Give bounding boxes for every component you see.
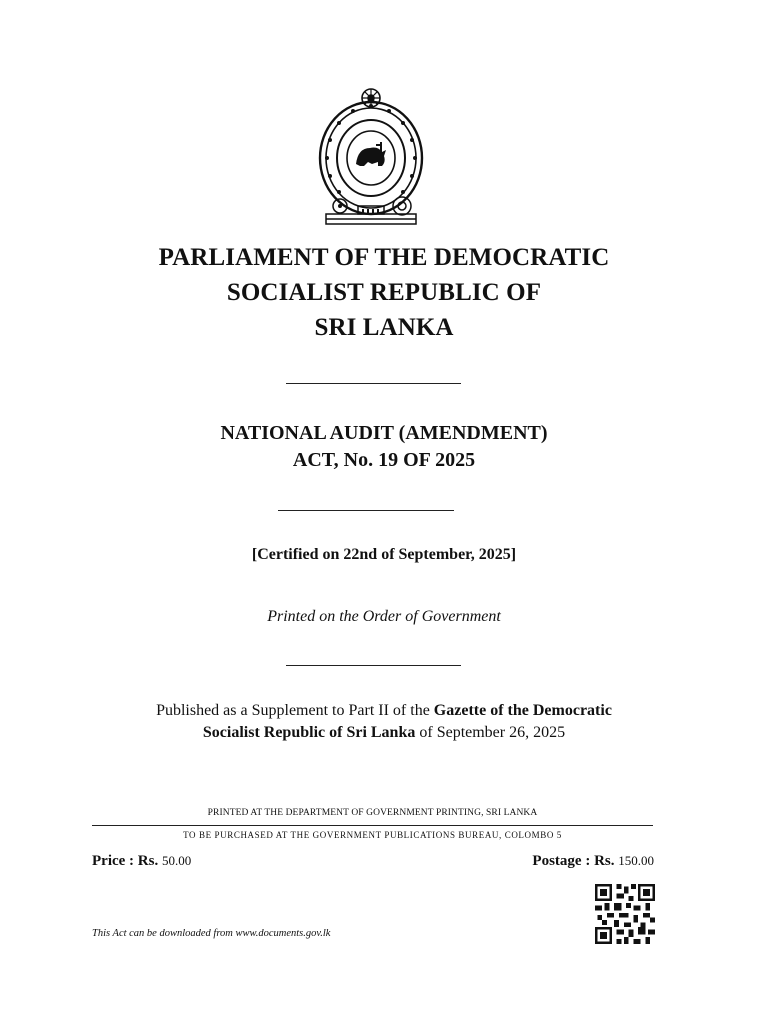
divider-1 [286, 383, 461, 384]
postage [532, 853, 654, 870]
printed-on-order: Printed on the Order of Government [267, 608, 501, 625]
act-title [0, 420, 768, 474]
certified-date: [Certified on 22nd of September, 2025] [251, 546, 517, 563]
footer-divider [92, 825, 653, 826]
divider-2 [278, 510, 454, 511]
published-prefix: Published as a Supplement to Part II of the [156, 702, 434, 719]
download-note: This Act can be downloaded from www.documents.gov.lk [92, 928, 331, 939]
heading-line-1: PARLIAMENT OF THE DEMOCRATIC [158, 244, 610, 271]
gazette-name-2: Socialist Republic of Sri Lanka [202, 724, 416, 741]
heading-line-2: SOCIALIST REPUBLIC OF [226, 279, 542, 306]
published-suffix: of September 26, 2025 [415, 724, 566, 741]
qr-code-icon [595, 884, 655, 944]
act-title-line-2: ACT, No. 19 OF 2025 [292, 449, 476, 471]
parliament-heading [0, 240, 768, 345]
heading-line-3: SRI LANKA [314, 314, 454, 341]
published-note [0, 700, 768, 744]
price-value: 50.00 [161, 853, 192, 868]
price-label: Price : Rs. [92, 853, 159, 869]
printed-at-line: PRINTED AT THE DEPARTMENT OF GOVERNMENT PRINTING, SRI LANKA [207, 808, 538, 818]
act-title-line-1: NATIONAL AUDIT (AMENDMENT) [220, 422, 548, 444]
gazette-name-1: Gazette of the Democratic [433, 702, 612, 719]
postage-value: 150.00 [618, 853, 654, 868]
postage-label: Postage : Rs. [532, 853, 615, 869]
purchase-line: TO BE PURCHASED AT THE GOVERNMENT PUBLICATIONS BUREAU, COLOMBO 5 [183, 830, 562, 840]
sri-lanka-national-emblem-icon [318, 86, 424, 230]
divider-3 [286, 665, 461, 666]
price [92, 853, 191, 870]
